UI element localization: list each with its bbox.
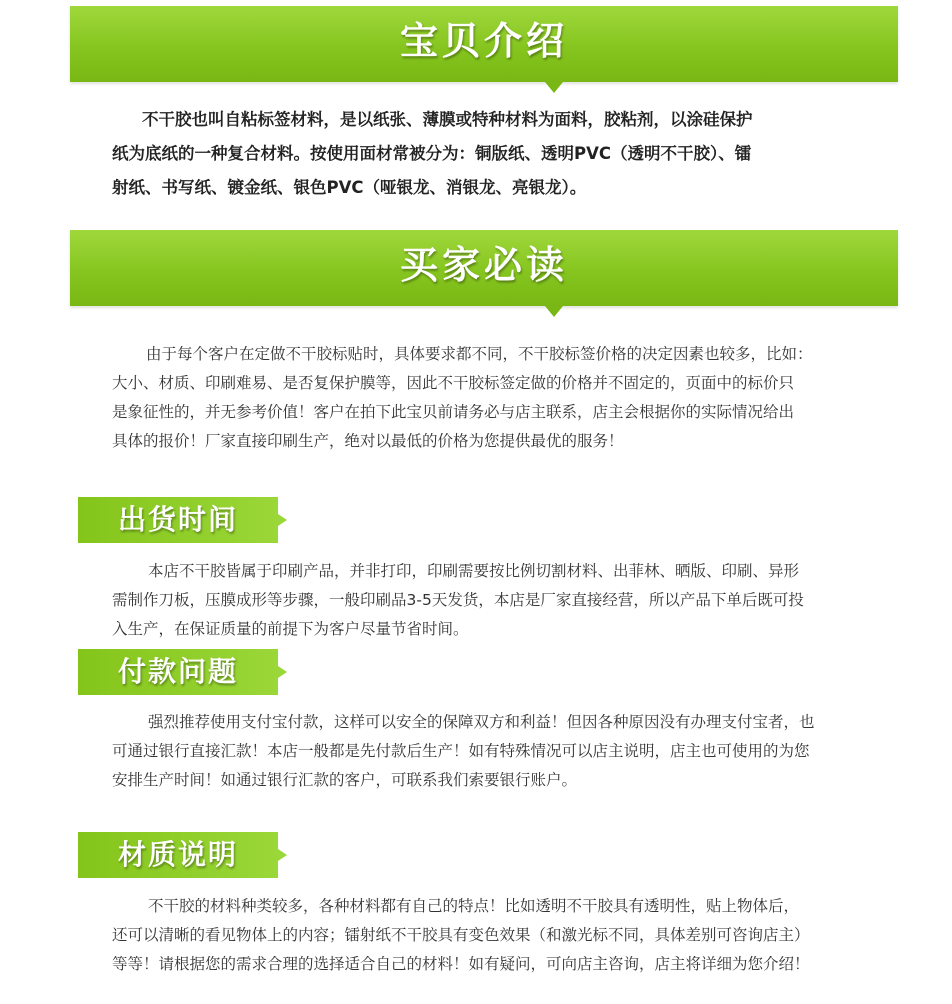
text-line: 由于每个客户在定做不干胶标贴时，具体要求都不同，不干胶标签价格的决定因素也较多，比如： bbox=[146, 345, 813, 363]
subhead-title: 付款问题 bbox=[117, 655, 238, 688]
text-line: 需制作刀板，压膜成形等步骤，一般印刷品3-5天发货，本店是厂家直接经营，所以产品下单后既可投 bbox=[112, 591, 804, 609]
subhead-shipping-time bbox=[78, 497, 278, 543]
text-line: 本店不干胶皆属于印刷产品，并非打印，印刷需要按比例切割材料、出菲林、晒版、印刷、异形 bbox=[148, 562, 800, 580]
text-line: 还可以清晰的看见物体上的内容；镭射纸不干胶具有变色效果（和激光标不同，具体差别可咨询店主） bbox=[112, 926, 810, 944]
text-line: 不干胶的材料种类较多，各种材料都有自己的特点！比如透明不干胶具有透明性，贴上物体后， bbox=[148, 897, 800, 915]
payment-text bbox=[112, 708, 815, 795]
banner-title: 宝贝介绍 bbox=[399, 19, 568, 63]
shipping-time-text bbox=[112, 557, 804, 644]
text-line: 强烈推荐使用支付宝付款，这样可以安全的保障双方和利益！但因各种原因没有办理支付宝者，也 bbox=[148, 713, 815, 731]
banner-product-intro bbox=[70, 6, 898, 82]
banner-buyer-notice bbox=[70, 230, 898, 306]
subhead-arrow bbox=[278, 514, 287, 526]
banner-notch bbox=[545, 82, 563, 93]
subhead-arrow bbox=[278, 666, 287, 678]
text-line: 可通过银行直接汇款！本店一般都是先付款后生产！如有特殊情况可以店主说明，店主也可使用的为您 bbox=[112, 742, 810, 760]
text-line: 入生产，在保证质量的前提下为客户尽量节省时间。 bbox=[112, 620, 469, 638]
subhead-arrow bbox=[278, 849, 287, 861]
text-line: 是象征性的，并无参考价值！客户在拍下此宝贝前请务必与店主联系，店主会根据你的实际情况给出 bbox=[112, 403, 795, 421]
subhead-title: 材质说明 bbox=[117, 838, 238, 871]
banner-notch bbox=[545, 306, 563, 317]
material-text bbox=[112, 892, 810, 979]
product-intro-text bbox=[112, 103, 753, 205]
text-line: 不干胶也叫自粘标签材料，是以纸张、薄膜或特种材料为面料，胶粘剂，以涂硅保护 bbox=[142, 110, 753, 129]
text-line: 纸为底纸的一种复合材料。按使用面材常被分为：铜版纸、透明PVC（透明不干胶）、镭 bbox=[112, 144, 752, 163]
buyer-notice-text bbox=[112, 340, 813, 456]
subhead-title: 出货时间 bbox=[117, 503, 238, 536]
text-line: 等等！请根据您的需求合理的选择适合自己的材料！如有疑问，可向店主咨询，店主将详细为您介绍！ bbox=[112, 955, 810, 973]
subhead-payment bbox=[78, 649, 278, 695]
text-line: 具体的报价！厂家直接印刷生产，绝对以最低的价格为您提供最优的服务！ bbox=[112, 432, 624, 450]
text-line: 大小、材质、印刷难易、是否复保护膜等，因此不干胶标签定做的价格并不固定的，页面中的标价只 bbox=[112, 374, 795, 392]
text-line: 射纸、书写纸、镀金纸、银色PVC（哑银龙、消银龙、亮银龙）。 bbox=[112, 178, 587, 197]
text-line: 安排生产时间！如通过银行汇款的客户，可联系我们索要银行账户。 bbox=[112, 771, 578, 789]
banner-title: 买家必读 bbox=[399, 243, 568, 287]
subhead-material bbox=[78, 832, 278, 878]
